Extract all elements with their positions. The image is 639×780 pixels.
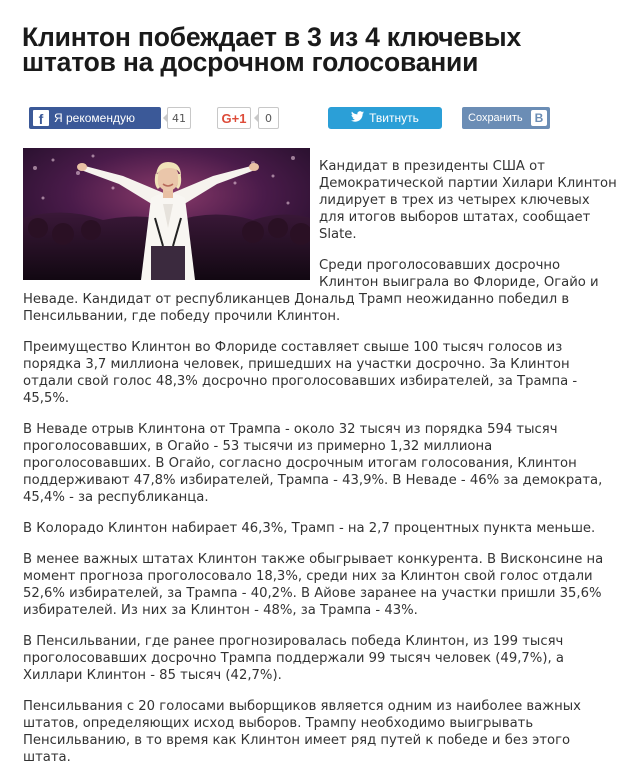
article-paragraph: Кандидат в президенты США от Демократической партии Хилари Клинтон лидирует в трех из четырех ключевых для итогов выборов штатах, сообщает Slate. [319, 159, 617, 242]
article-paragraph: В Колорадо Клинтон набирает 46,3%, Трамп - на 2,7 процентных пункта меньше. [23, 521, 596, 536]
facebook-recommend-label: Я рекомендую [54, 111, 135, 125]
facebook-recommend-button[interactable] [29, 107, 161, 129]
facebook-icon: f [33, 110, 49, 126]
gplus-button[interactable]: G+1 [217, 107, 251, 129]
twitter-tweet-label: Твитнуть [369, 111, 419, 125]
headline: Клинтон побеждает в 3 из 4 ключевых штатов на досрочном голосовании [22, 22, 522, 77]
facebook-count: 41 [167, 107, 191, 129]
twitter-bird-icon [351, 111, 364, 125]
article-paragraph: В Пенсильвании, где ранее прогнозировалась победа Клинтон, из 199 тысяч проголосовавших досрочно Трампа поддержали 99 тысяч человек (49,7%), а Хиллари Клинтон - 85 тысяч (42,7%). [23, 634, 564, 683]
article-body [23, 158, 619, 780]
article-paragraph: В Неваде отрыв Клинтона от Трампа - около 32 тысяч из порядка 594 тысяч проголосовавших, в Огайо - 53 тысячи из примерно 1,32 миллиона проголосовавших. В Огайо, согласно досрочным итогам голосования, Клинтон поддерживают 47,8% избирателей, Трампа - 43,9%. В Неваде - 46% за демократа, 45,4% - за республиканца. [23, 422, 603, 505]
share-bar [29, 107, 619, 131]
article-paragraph: В менее важных штатах Клинтон также обыгрывает конкурента. В Висконсине на момент прогноза проголосовало 18,3%, среди них за Клинтон свой голос отдали 52,6% избирателей, за Трампа - 40,2%. В Айове заранее на участки пришли 35,6% избирателей. Из них за Клинтон - 48%, за Трампа - 43%. [23, 552, 604, 618]
gplus-count: 0 [258, 107, 279, 129]
vk-save-label: Сохранить [468, 112, 523, 124]
photo-float-spacer [23, 148, 319, 278]
vk-save-button[interactable] [462, 107, 550, 129]
article-paragraph: Среди проголосовавших досрочно Клинтон выиграла во Флориде, Огайо и Неваде. Кандидат от республиканцев Дональд Трамп неожиданно победил в Пенсильвании, где победу прочили Клинтон. [23, 258, 599, 324]
vk-logo-icon: В [531, 110, 547, 126]
article-paragraph: Преимущество Клинтон во Флориде составляет свыше 100 тысяч голосов из порядка 3,7 миллиона человек, пришедших на участки досрочно. За Клинтон отдали свой голос 48,3% досрочно проголосовавших избирателей, за Трампа - 45,5%. [23, 340, 578, 406]
article-paragraph: Пенсильвания с 20 голосами выборщиков является одним из наиболее важных штатов, определяющих исход выборов. Трампу необходимо выигрывать Пенсильванию, в то время как Клинтон имеет ряд путей к победе и без этого штата. [23, 699, 581, 765]
twitter-tweet-button[interactable] [328, 107, 442, 129]
